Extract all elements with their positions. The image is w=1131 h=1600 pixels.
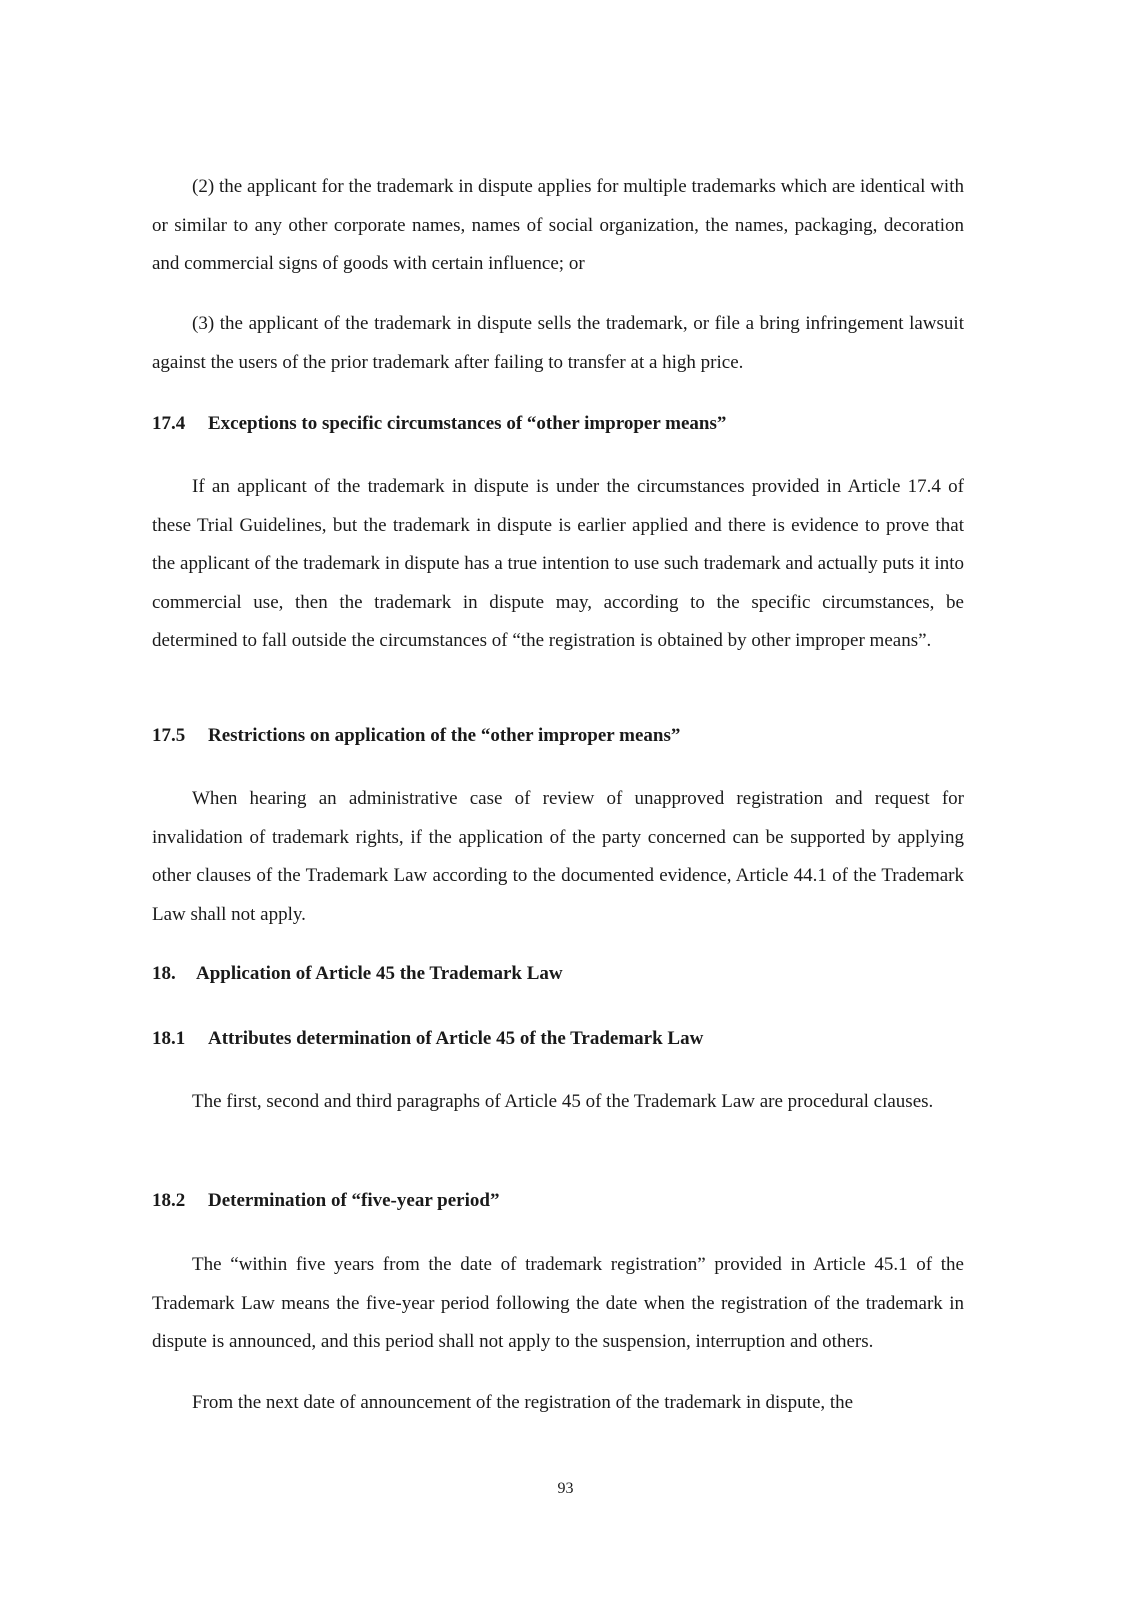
paragraph-five-year <box>152 1246 964 1362</box>
paragraph-text: The “within five years from the date of trademark registration” provided in Article 45.1 of the Trademark Law means the five-year period following the date when the registration of the trademark in dispute is announced, and this period shall not apply to the suspension, interruption and others. <box>152 1254 964 1352</box>
section-heading-18-2 <box>152 1189 964 1213</box>
section-title: Determination of “five-year period” <box>208 1190 500 1211</box>
paragraph-text: The first, second and third paragraphs of Article 45 of the Trademark Law are procedural clauses. <box>192 1091 934 1112</box>
section-title: Exceptions to specific circumstances of “other improper means” <box>208 413 727 434</box>
paragraph-item-3 <box>152 305 964 382</box>
paragraph-text: From the next date of announcement of the registration of the trademark in dispute, the <box>192 1392 854 1413</box>
section-number: 18. <box>152 963 176 984</box>
section-title: Restrictions on application of the “other improper means” <box>208 725 681 746</box>
paragraph-exceptions <box>152 468 964 661</box>
section-heading-18 <box>152 962 964 986</box>
section-number: 17.5 <box>152 725 186 746</box>
paragraph-restrictions <box>152 780 964 934</box>
section-number: 18.2 <box>152 1190 186 1211</box>
section-heading-18-1 <box>152 1027 964 1051</box>
page-number: 93 <box>557 1480 574 1497</box>
section-title: Attributes determination of Article 45 of the Trademark Law <box>208 1028 704 1049</box>
paragraph-next-date <box>152 1384 964 1423</box>
paragraph-text: When hearing an administrative case of review of unapproved registration and request for invalidation of trademark rights, if the application of the party concerned can be supported by applying other clauses of the Trademark Law according to the documented evidence, Article 44.1 of the Trademark Law shall not apply. <box>152 788 964 925</box>
section-title: Application of Article 45 the Trademark Law <box>196 963 563 984</box>
section-number: 18.1 <box>152 1028 186 1049</box>
paragraph-text: (3) the applicant of the trademark in dispute sells the trademark, or file a bring infringement lawsuit against the users of the prior trademark after failing to transfer at a high price. <box>152 313 964 373</box>
section-number: 17.4 <box>152 413 186 434</box>
paragraph-text: If an applicant of the trademark in dispute is under the circumstances provided in Article 17.4 of these Trial Guidelines, but the trademark in dispute is earlier applied and there is evidence to prove that the applicant of the trademark in dispute has a true intention to use such trademark and actually puts it into commercial use, then the trademark in dispute may, according to the specific circumstances, be determined to fall outside the circumstances of “the registration is obtained by other improper means”. <box>152 476 964 651</box>
paragraph-text: (2) the applicant for the trademark in dispute applies for multiple trademarks which are identical with or similar to any other corporate names, names of social organization, the names, packaging, decoration and commercial signs of goods with certain influence; or <box>152 176 964 274</box>
paragraph-attributes <box>152 1083 964 1122</box>
section-heading-17-4 <box>152 412 964 436</box>
section-heading-17-5 <box>152 724 964 748</box>
paragraph-item-2 <box>152 168 964 284</box>
